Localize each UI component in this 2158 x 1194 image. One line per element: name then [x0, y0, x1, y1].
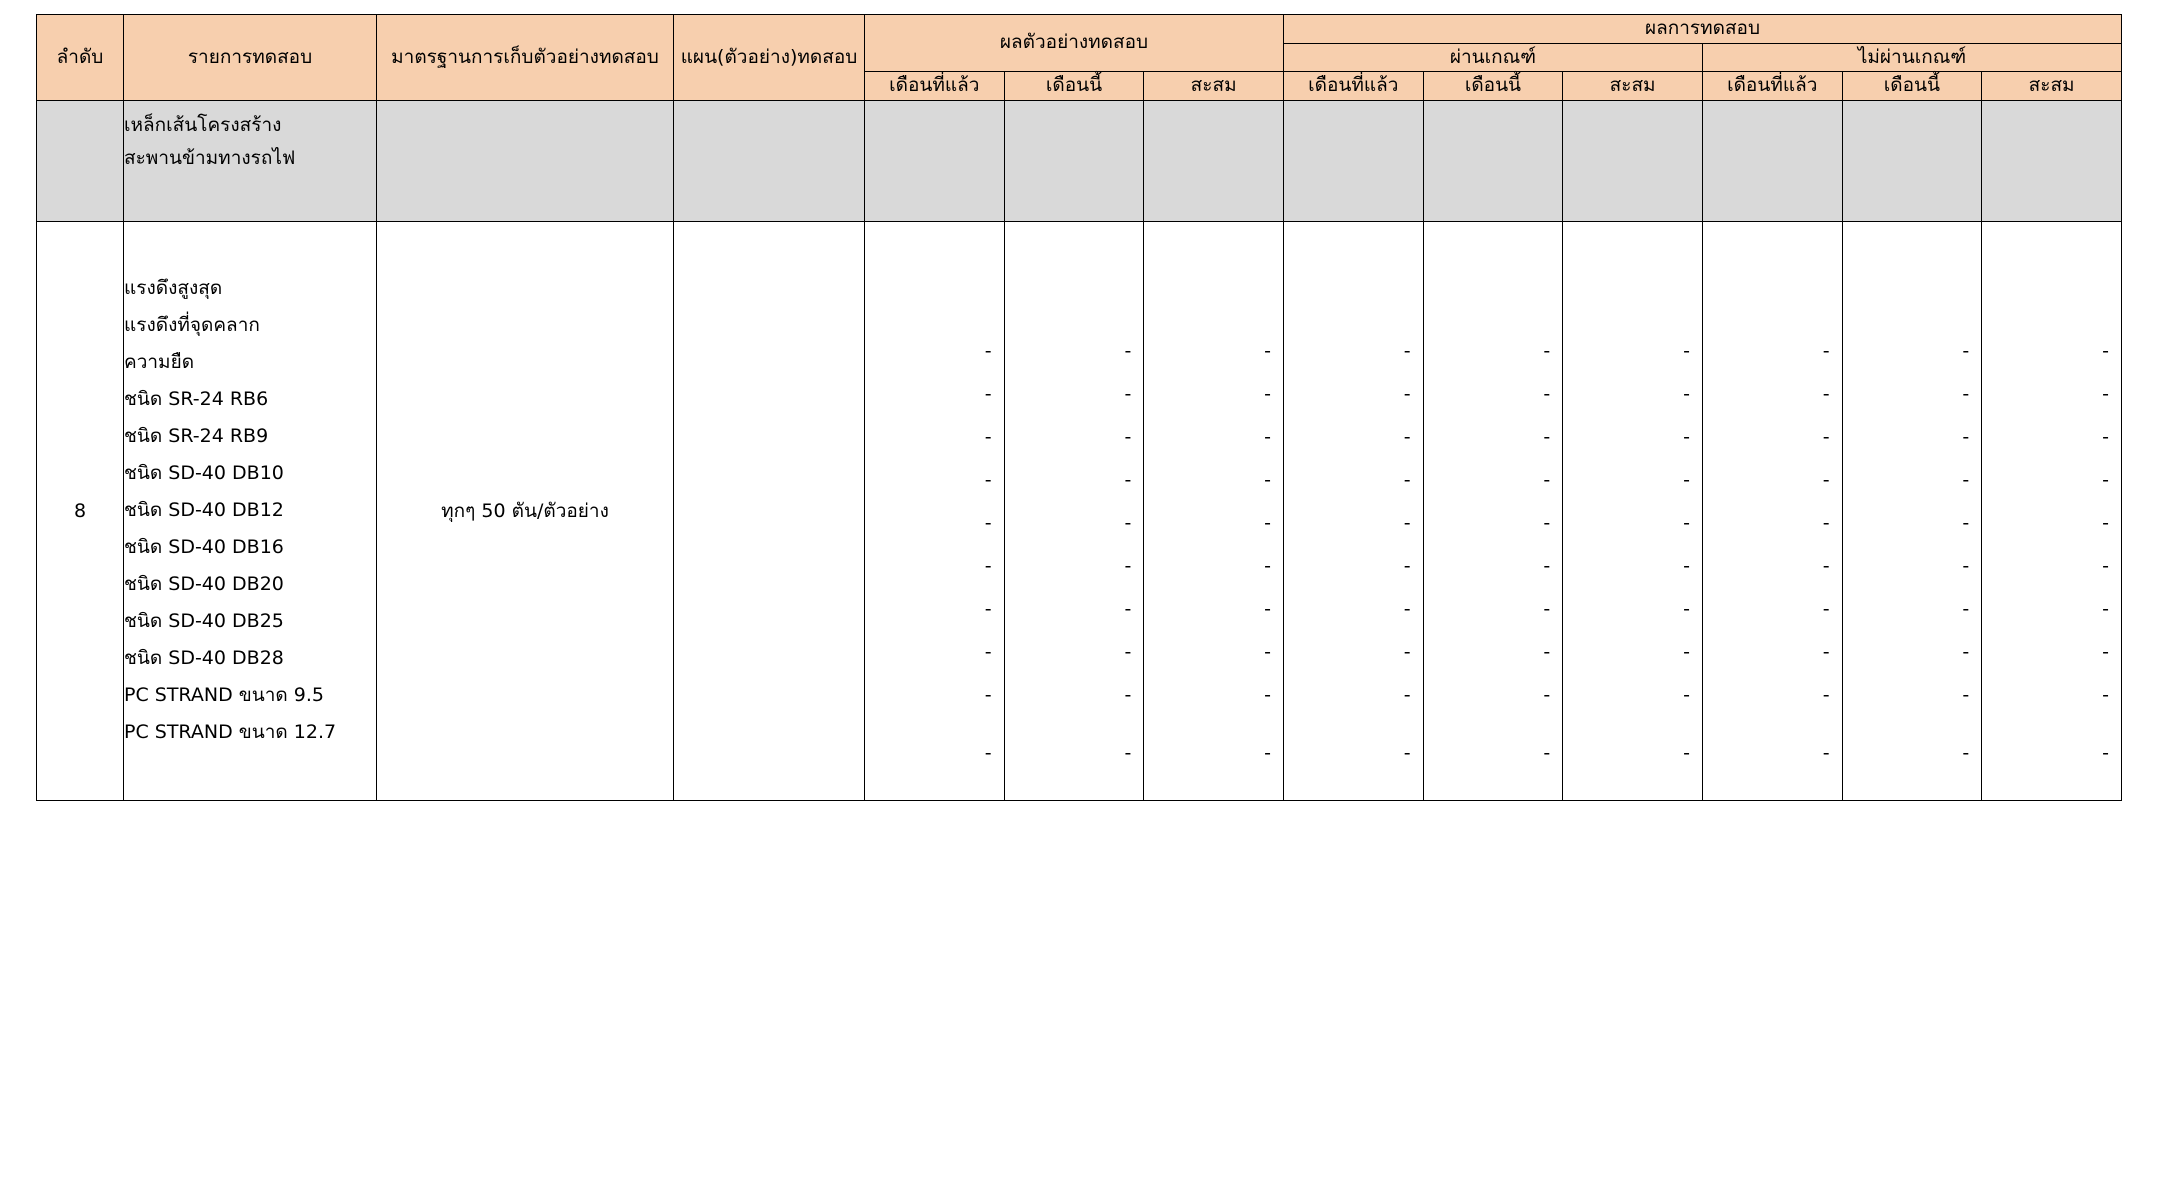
cell-value: - [1683, 554, 1690, 577]
cell-value: - [1822, 640, 1830, 663]
col-sample-last-month [865, 221, 1005, 800]
cell-value: - [1124, 339, 1132, 362]
cell-value: - [1264, 339, 1271, 362]
cell-value: - [1124, 683, 1132, 706]
test-results-table [36, 14, 2122, 801]
header-fail-this-month: เดือนนี้ [1842, 72, 1982, 101]
row-plan [674, 221, 865, 800]
list-item: ชนิด SD-40 DB25 [124, 610, 284, 633]
cell-value: - [1962, 741, 1970, 764]
cell-value: - [1962, 683, 1970, 706]
value-spacer [1703, 222, 1842, 340]
header-plan: แผน(ตัวอย่าง)ทดสอบ [674, 15, 865, 101]
cell-value: - [1403, 741, 1411, 764]
cell-value: - [2102, 554, 2109, 577]
cell-value: - [1683, 640, 1690, 663]
cell-value: - [1264, 741, 1271, 764]
group-value-4 [1423, 100, 1563, 221]
cell-value: - [1683, 511, 1690, 534]
header-sample-last-month: เดือนที่แล้ว [865, 72, 1005, 101]
header-pass-this-month: เดือนนี้ [1423, 72, 1563, 101]
value-spacer [1005, 222, 1144, 340]
cell-value: - [1124, 640, 1132, 663]
header-sample-result: ผลตัวอย่างทดสอบ [865, 15, 1284, 72]
cell-value: - [1962, 382, 1970, 405]
header-fail-cumulative: สะสม [1982, 72, 2122, 101]
value-spacer [1843, 222, 1982, 340]
cell-value: - [1543, 468, 1551, 491]
cell-value: - [1264, 554, 1271, 577]
cell-value: - [1543, 554, 1551, 577]
cell-value: - [1543, 683, 1551, 706]
cell-value: - [1822, 683, 1830, 706]
cell-value: - [1403, 597, 1411, 620]
value-stack [1284, 222, 1423, 800]
cell-value: - [1403, 425, 1411, 448]
cell-value: - [1962, 640, 1970, 663]
cell-value: - [984, 640, 992, 663]
cell-value: - [1822, 425, 1830, 448]
value-spacer [1982, 222, 2121, 340]
value-stack [1703, 222, 1842, 800]
cell-value: - [984, 597, 992, 620]
cell-value: - [1822, 741, 1830, 764]
col-sample-cumulative [1144, 221, 1284, 800]
cell-value: - [1403, 640, 1411, 663]
lead-label-1: แรงดึงที่จุดคลาก [124, 313, 260, 336]
col-pass-last-month [1283, 221, 1423, 800]
cell-value: - [1683, 741, 1690, 764]
cell-value: - [984, 511, 992, 534]
group-value-1 [1004, 100, 1144, 221]
group-standard [377, 100, 674, 221]
cell-value: - [1124, 468, 1132, 491]
list-item: PC STRAND ขนาด 12.7 [124, 721, 337, 744]
cell-value: - [1403, 468, 1411, 491]
cell-value: - [1543, 339, 1551, 362]
cell-value: - [1822, 511, 1830, 534]
cell-value: - [1962, 339, 1970, 362]
cell-value: - [2102, 425, 2109, 448]
group-title [124, 100, 377, 221]
group-value-2 [1144, 100, 1284, 221]
cell-value: - [2102, 683, 2109, 706]
cell-value: - [2102, 382, 2109, 405]
cell-value: - [1264, 382, 1271, 405]
cell-value: - [1683, 382, 1690, 405]
cell-value: - [1962, 468, 1970, 491]
header-seq: ลำดับ [37, 15, 124, 101]
cell-value: - [1962, 554, 1970, 577]
value-stack [1843, 222, 1982, 800]
value-spacer [1284, 222, 1423, 340]
cell-value: - [1124, 382, 1132, 405]
list-item: ชนิด SD-40 DB28 [124, 647, 284, 670]
cell-value: - [2102, 339, 2109, 362]
table-body [37, 100, 2122, 800]
cell-value: - [1124, 511, 1132, 534]
cell-value: - [1403, 511, 1411, 534]
list-item: ชนิด SD-40 DB16 [124, 536, 284, 559]
header-test-result: ผลการทดสอบ [1283, 15, 2121, 44]
table-header [37, 15, 2122, 101]
header-pass-cumulative: สะสม [1563, 72, 1703, 101]
value-spacer [1144, 222, 1283, 340]
value-stack [865, 222, 1004, 800]
list-item: ชนิด SD-40 DB20 [124, 573, 284, 596]
group-title-line-1: เหล็กเส้นโครงสร้าง [124, 113, 282, 136]
cell-value: - [1124, 741, 1132, 764]
header-sample-cumulative: สะสม [1144, 72, 1284, 101]
cell-value: - [1683, 425, 1690, 448]
header-pass-last-month: เดือนที่แล้ว [1283, 72, 1423, 101]
group-value-6 [1702, 100, 1842, 221]
list-item: PC STRAND ขนาด 9.5 [124, 684, 324, 707]
group-title-line-2: สะพานข้ามทางรถไฟ [124, 146, 296, 169]
cell-value: - [1962, 511, 1970, 534]
cell-value: - [2102, 640, 2109, 663]
cell-value: - [1543, 382, 1551, 405]
list-item: ชนิด SR-24 RB9 [124, 425, 269, 448]
value-spacer [1424, 222, 1563, 340]
cell-value: - [1264, 683, 1271, 706]
cell-value: - [1543, 640, 1551, 663]
group-seq [37, 100, 124, 221]
cell-value: - [2102, 741, 2109, 764]
cell-value: - [2102, 511, 2109, 534]
value-stack [1563, 222, 1702, 800]
col-fail-cumulative [1982, 221, 2122, 800]
header-row-1 [37, 15, 2122, 44]
cell-value: - [1264, 468, 1271, 491]
cell-value: - [1403, 382, 1411, 405]
cell-value: - [1543, 425, 1551, 448]
value-spacer [865, 222, 1004, 340]
item-label-list [124, 270, 376, 752]
list-item: ชนิด SR-24 RB6 [124, 387, 269, 410]
cell-value: - [984, 425, 992, 448]
col-sample-this-month [1004, 221, 1144, 800]
lead-label-2: ความยืด [124, 350, 195, 373]
cell-value: - [1543, 597, 1551, 620]
group-value-3 [1283, 100, 1423, 221]
cell-value: - [2102, 597, 2109, 620]
col-fail-this-month [1842, 221, 1982, 800]
cell-value: - [1543, 511, 1551, 534]
cell-value: - [1683, 597, 1690, 620]
group-value-5 [1563, 100, 1703, 221]
value-stack [1424, 222, 1563, 800]
row-item-labels [124, 221, 377, 800]
cell-value: - [1403, 683, 1411, 706]
header-fail-last-month: เดือนที่แล้ว [1702, 72, 1842, 101]
cell-value: - [1264, 425, 1271, 448]
cell-value: - [1264, 597, 1271, 620]
cell-value: - [984, 468, 992, 491]
cell-value: - [2102, 468, 2109, 491]
header-item: รายการทดสอบ [124, 15, 377, 101]
group-value-0 [865, 100, 1005, 221]
value-stack [1144, 222, 1283, 800]
value-stack [1005, 222, 1144, 800]
list-item: ชนิด SD-40 DB10 [124, 462, 284, 485]
cell-value: - [1962, 597, 1970, 620]
col-pass-cumulative [1563, 221, 1703, 800]
row-seq: 8 [37, 221, 124, 800]
header-standard: มาตรฐานการเก็บตัวอย่างทดสอบ [377, 15, 674, 101]
cell-value: - [1403, 554, 1411, 577]
col-fail-last-month [1702, 221, 1842, 800]
value-stack [1982, 222, 2121, 800]
cell-value: - [984, 339, 992, 362]
cell-value: - [1543, 741, 1551, 764]
table-row [37, 100, 2122, 221]
lead-label-0: แรงดึงสูงสุด [124, 276, 223, 299]
header-pass: ผ่านเกณฑ์ [1283, 43, 1702, 72]
header-sample-this-month: เดือนนี้ [1004, 72, 1144, 101]
row-standard: ทุกๆ 50 ตัน/ตัวอย่าง [377, 221, 674, 800]
cell-value: - [1822, 382, 1830, 405]
cell-value: - [1962, 425, 1970, 448]
header-fail: ไม่ผ่านเกณฑ์ [1702, 43, 2121, 72]
table-row [37, 221, 2122, 800]
cell-value: - [984, 683, 992, 706]
cell-value: - [1124, 425, 1132, 448]
cell-value: - [1403, 339, 1411, 362]
group-value-8 [1982, 100, 2122, 221]
cell-value: - [984, 382, 992, 405]
cell-value: - [984, 554, 992, 577]
cell-value: - [984, 741, 992, 764]
cell-value: - [1683, 339, 1690, 362]
cell-value: - [1264, 640, 1271, 663]
value-spacer [1563, 222, 1702, 340]
cell-value: - [1124, 597, 1132, 620]
group-plan [674, 100, 865, 221]
cell-value: - [1683, 468, 1690, 491]
cell-value: - [1822, 339, 1830, 362]
cell-value: - [1683, 683, 1690, 706]
cell-value: - [1822, 597, 1830, 620]
group-value-7 [1842, 100, 1982, 221]
cell-value: - [1822, 554, 1830, 577]
group-title-lines [124, 109, 376, 176]
col-pass-this-month [1423, 221, 1563, 800]
cell-value: - [1264, 511, 1271, 534]
cell-value: - [1124, 554, 1132, 577]
cell-value: - [1822, 468, 1830, 491]
list-item: ชนิด SD-40 DB12 [124, 499, 284, 522]
